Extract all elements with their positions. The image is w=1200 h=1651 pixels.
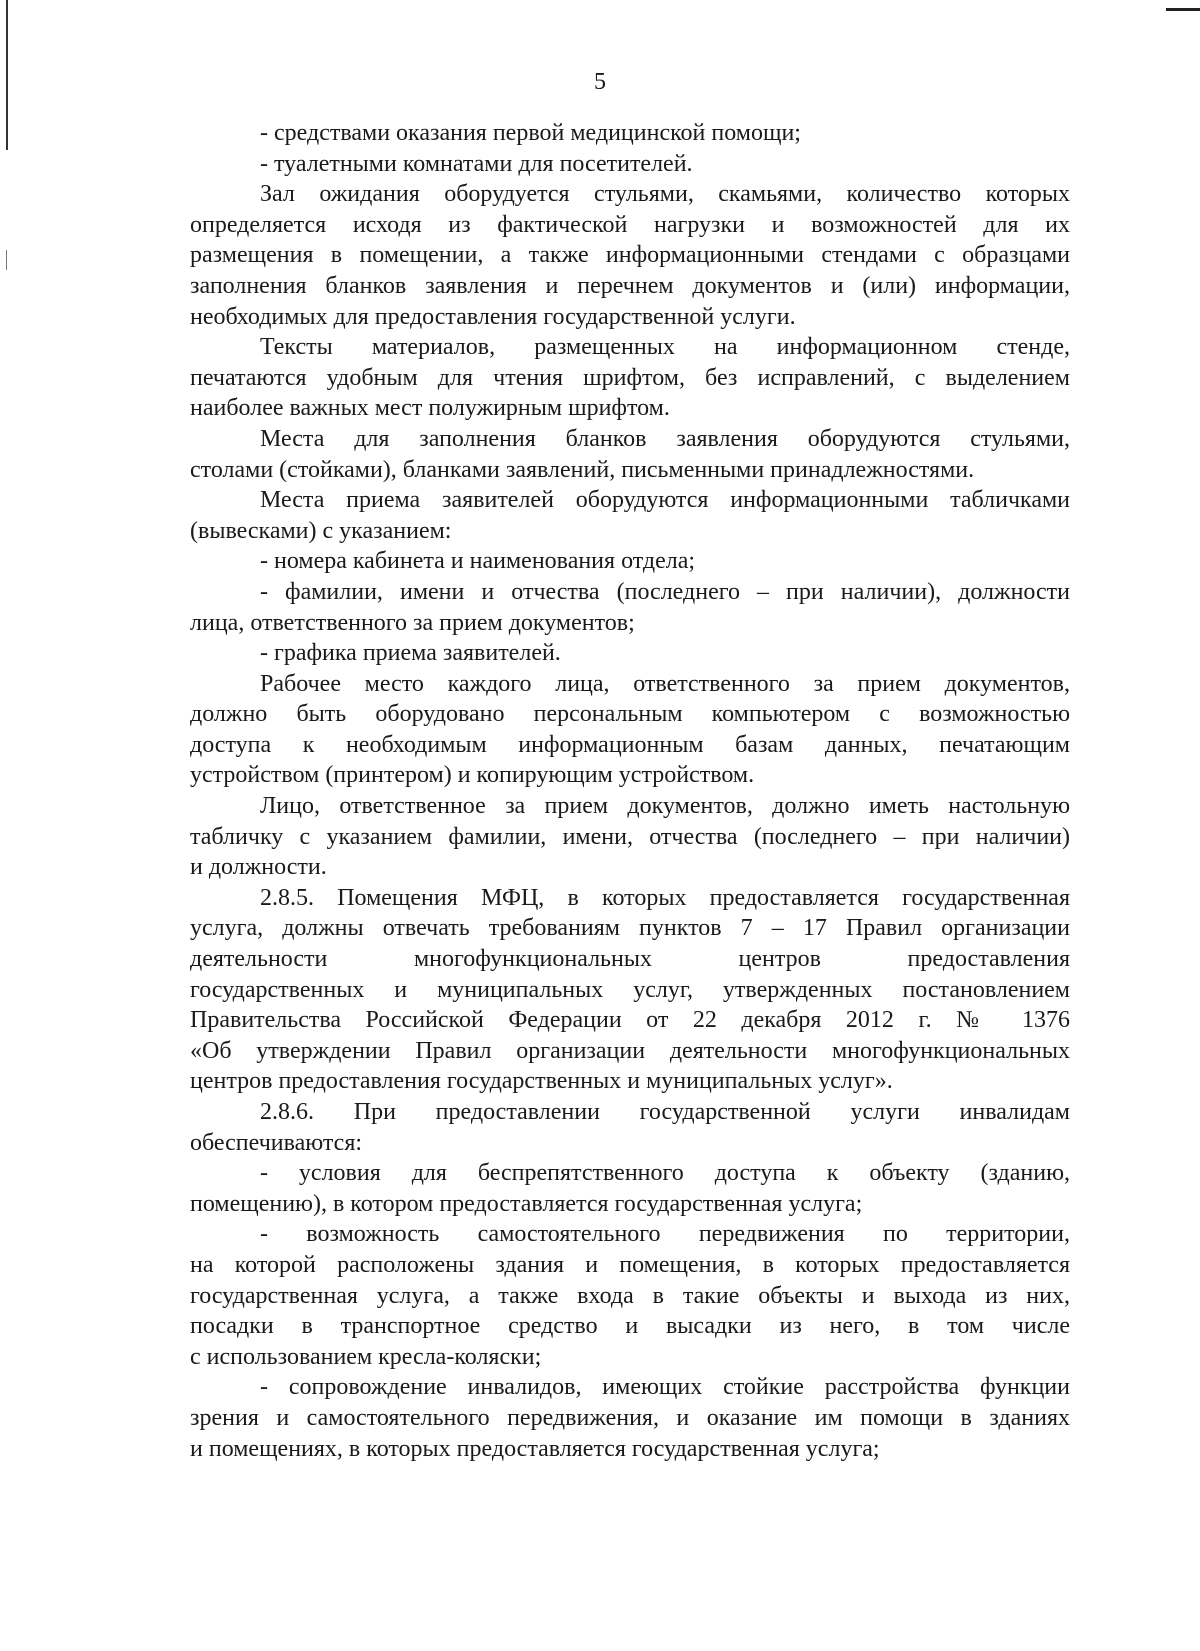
- text-line: «Об утверждении Правил организации деятельности многофункциональных: [190, 1037, 1070, 1064]
- text-line: табличку с указанием фамилии, имени, отчества (последнего – при наличии): [190, 823, 1070, 850]
- text-line: зрения и самостоятельного передвижения, и оказание им помощи в зданиях: [190, 1404, 1070, 1431]
- page-number: 5: [594, 69, 606, 95]
- text-line: определяется исходя из фактической нагрузки и возможностей для их: [190, 211, 1070, 238]
- text-line: и помещениях, в которых предоставляется государственная услуга;: [190, 1435, 880, 1462]
- text-line: Места приема заявителей оборудуются информационными табличками: [260, 487, 1070, 514]
- text-line: Правительства Российской Федерации от 22 декабря 2012 г. № 1376: [190, 1007, 1070, 1034]
- text-line: необходимых для предоставления государственной услуги.: [190, 303, 796, 330]
- text-line: государственная услуга, а также входа в такие объекты и выхода из них,: [190, 1282, 1070, 1309]
- text-line: Лицо, ответственное за прием документов, должно иметь настольную: [260, 793, 1070, 820]
- text-line: - возможность самостоятельного передвижения по территории,: [260, 1221, 1070, 1248]
- text-line: и должности.: [190, 854, 327, 881]
- text-line: - условия для беспрепятственного доступа к объекту (зданию,: [260, 1160, 1070, 1187]
- text-line: размещения в помещении, а также информационными стендами с образцами: [190, 242, 1070, 269]
- text-line: помещению), в котором предоставляется государственная услуга;: [190, 1190, 863, 1217]
- text-line: должно быть оборудовано персональным компьютером с возможностью: [190, 701, 1070, 728]
- text-line: столами (стойками), бланками заявлений, письменными принадлежностями.: [190, 456, 975, 483]
- text-line: (вывесками) с указанием:: [190, 517, 452, 544]
- text-line: - средствами оказания первой медицинской помощи;: [260, 120, 801, 146]
- text-line: доступа к необходимым информационным базам данных, печатающим: [190, 731, 1070, 758]
- text-line: Рабочее место каждого лица, ответственного за прием документов,: [260, 670, 1070, 697]
- text-line: - туалетными комнатами для посетителей.: [260, 150, 693, 177]
- text-line: 2.8.6. При предоставлении государственной услуги инвалидам: [260, 1099, 1070, 1125]
- text-line: Тексты материалов, размещенных на информационном стенде,: [260, 334, 1070, 361]
- document-body: [190, 118, 1070, 1464]
- text-line: деятельности многофункциональных центров предоставления: [190, 946, 1070, 973]
- scan-corner-mark: [1166, 8, 1200, 11]
- text-line: - сопровождение инвалидов, имеющих стойкие расстройства функции: [260, 1374, 1070, 1401]
- text-line: наиболее важных мест полужирным шрифтом.: [190, 395, 670, 422]
- text-line: - графика приема заявителей.: [260, 640, 561, 667]
- text-line: - номера кабинета и наименования отдела;: [260, 548, 696, 575]
- text-line: посадки в транспортное средство и высадки из него, в том числе: [190, 1313, 1070, 1340]
- text-line: центров предоставления государственных и муниципальных услуг».: [190, 1068, 893, 1095]
- text-line: государственных и муниципальных услуг, утвержденных постановлением: [190, 976, 1070, 1003]
- text-line: устройством (принтером) и копирующим устройством.: [190, 762, 755, 789]
- text-line: - фамилии, имени и отчества (последнего – при наличии), должности: [260, 578, 1070, 605]
- text-line: заполнения бланков заявления и перечнем документов и (или) информации,: [190, 272, 1070, 299]
- text-line: обеспечиваются:: [190, 1129, 363, 1156]
- text-line: с использованием кресла-коляски;: [190, 1343, 542, 1370]
- text-line: услуга, должны отвечать требованиям пунктов 7 – 17 Правил организации: [190, 915, 1070, 942]
- text-line: на которой расположены здания и помещения, в которых предоставляется: [190, 1251, 1070, 1278]
- text-line: печатаются удобным для чтения шрифтом, без исправлений, с выделением: [190, 364, 1070, 391]
- scan-edge-mark-lower: [6, 250, 7, 270]
- text-line: лица, ответственного за прием документов;: [190, 609, 635, 636]
- text-line: 2.8.5. Помещения МФЦ, в которых предоставляется государственная: [260, 884, 1070, 911]
- text-line: Места для заполнения бланков заявления оборудуются стульями,: [260, 425, 1070, 452]
- text-line: Зал ожидания оборудуется стульями, скамьями, количество которых: [260, 181, 1070, 208]
